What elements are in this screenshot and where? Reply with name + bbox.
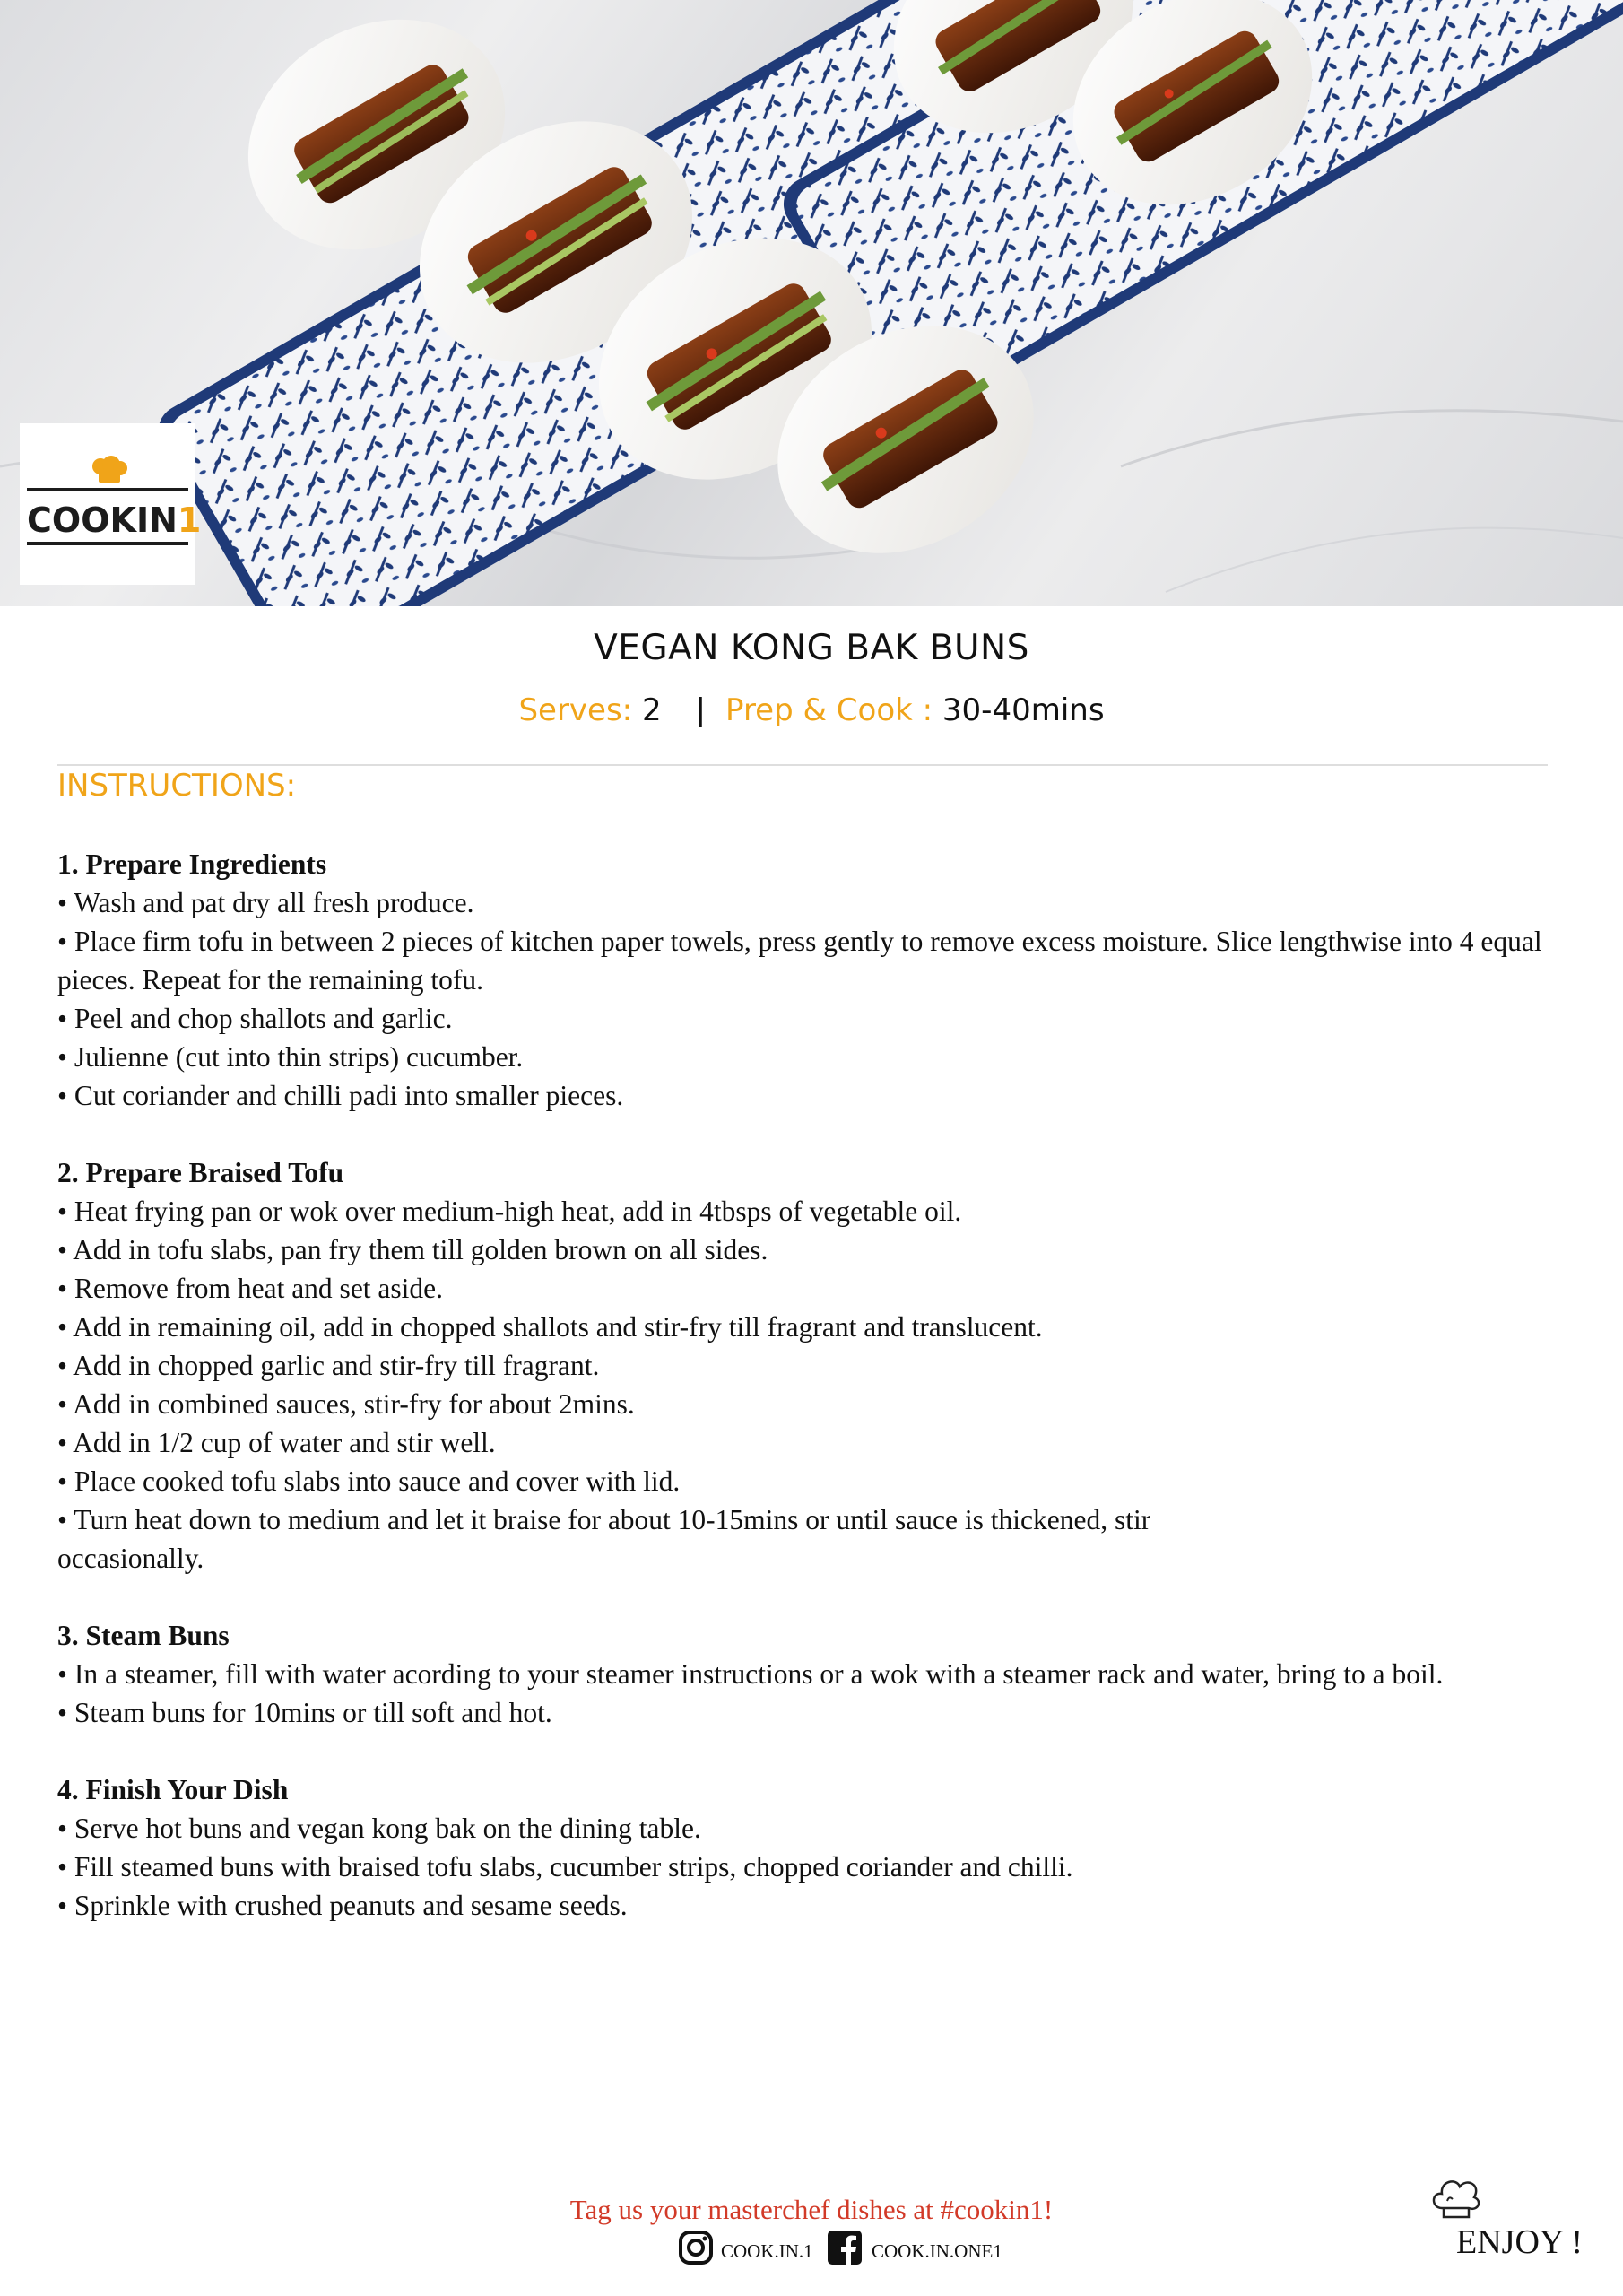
- serves-value: 2: [641, 692, 662, 728]
- instruction-step: • Steam buns for 10mins or till soft and hot.: [57, 1697, 552, 1728]
- facebook-handle: COOK.IN.ONE1: [872, 2240, 1002, 2262]
- instruction-step: • Add in 1/2 cup of water and stir well.: [57, 1427, 496, 1458]
- instruction-step: • Wash and pat dry all fresh produce.: [57, 887, 474, 918]
- section-finish-dish: [57, 1770, 1573, 1925]
- recipe-title: VEGAN KONG BAK BUNS: [594, 628, 1029, 668]
- section-title: 3. Steam Buns: [57, 1620, 230, 1651]
- enjoy-sign: [1424, 2172, 1603, 2271]
- instructions-heading: INSTRUCTIONS:: [57, 768, 297, 804]
- buns-illustration: [0, 0, 1623, 606]
- instagram-handle: COOK.IN.1: [721, 2240, 813, 2262]
- instruction-step: • Place cooked tofu slabs into sauce and cover with lid.: [57, 1465, 681, 1497]
- prep-label: Prep & Cook :: [725, 692, 933, 728]
- instruction-step: • Add in remaining oil, add in chopped shallots and stir-fry till fragrant and translucent.: [57, 1311, 1043, 1343]
- hero-photo: [0, 0, 1623, 606]
- facebook-link[interactable]: [827, 2230, 1002, 2267]
- chef-hat-icon: [1428, 2172, 1485, 2230]
- instruction-step: • Add in combined sauces, stir-fry for about 2mins.: [57, 1388, 635, 1420]
- instructions-body: [57, 845, 1573, 1963]
- serves-label: Serves:: [518, 692, 633, 728]
- instruction-step: • Julienne (cut into thin strips) cucumber.: [57, 1041, 524, 1073]
- instruction-step: • Turn heat down to medium and let it braise for about 10-15mins or until sauce is thickened, stir occasionally.: [57, 1504, 1151, 1574]
- instruction-step: • Serve hot buns and vegan kong bak on the dining table.: [57, 1813, 701, 1844]
- section-prepare-braised-tofu: [57, 1153, 1573, 1578]
- section-prepare-ingredients: [57, 845, 1573, 1115]
- instruction-step: • Remove from heat and set aside.: [57, 1273, 444, 1304]
- instruction-step: • Sprinkle with crushed peanuts and sesame seeds.: [57, 1890, 628, 1921]
- instruction-step: • Add in tofu slabs, pan fry them till golden brown on all sides.: [57, 1234, 768, 1265]
- enjoy-text: ENJOY !: [1456, 2223, 1584, 2261]
- section-steam-buns: [57, 1616, 1573, 1732]
- footer-tagline: Tag us your masterchef dishes at #cookin1!: [569, 2194, 1054, 2225]
- instagram-icon: [678, 2230, 714, 2266]
- section-title: 4. Finish Your Dish: [57, 1774, 289, 1805]
- instruction-step: • Fill steamed buns with braised tofu slabs, cucumber strips, chopped coriander and chilli.: [57, 1851, 1073, 1883]
- recipe-meta: [0, 692, 1623, 728]
- instruction-step: • Cut coriander and chilli padi into smaller pieces.: [57, 1080, 624, 1111]
- instruction-step: • Place firm tofu in between 2 pieces of kitchen paper towels, press gently to remove excess moisture. Slice lengthwise into 4 equal pieces. Repeat for the remaining tofu.: [57, 926, 1542, 996]
- prep-value: 30-40mins: [942, 692, 1105, 728]
- instruction-step: • Heat frying pan or wok over medium-high heat, add in 4tbsps of vegetable oil.: [57, 1196, 962, 1227]
- instruction-step: • Peel and chop shallots and garlic.: [57, 1003, 453, 1034]
- instruction-step: • In a steamer, fill with water acording to your steamer instructions or a wok with a steamer rack and water, bring to a boil.: [57, 1658, 1444, 1690]
- logo-wordmark: COOKIN1: [27, 500, 202, 540]
- facebook-icon: [827, 2230, 863, 2266]
- section-title: 2. Prepare Braised Tofu: [57, 1157, 344, 1188]
- section-title: 1. Prepare Ingredients: [57, 848, 327, 880]
- section-divider: [57, 764, 1548, 766]
- meta-separator: |: [695, 692, 707, 728]
- instruction-step: • Add in chopped garlic and stir-fry till fragrant.: [57, 1350, 600, 1381]
- cookin1-logo: [20, 423, 202, 585]
- instagram-link[interactable]: [678, 2230, 812, 2267]
